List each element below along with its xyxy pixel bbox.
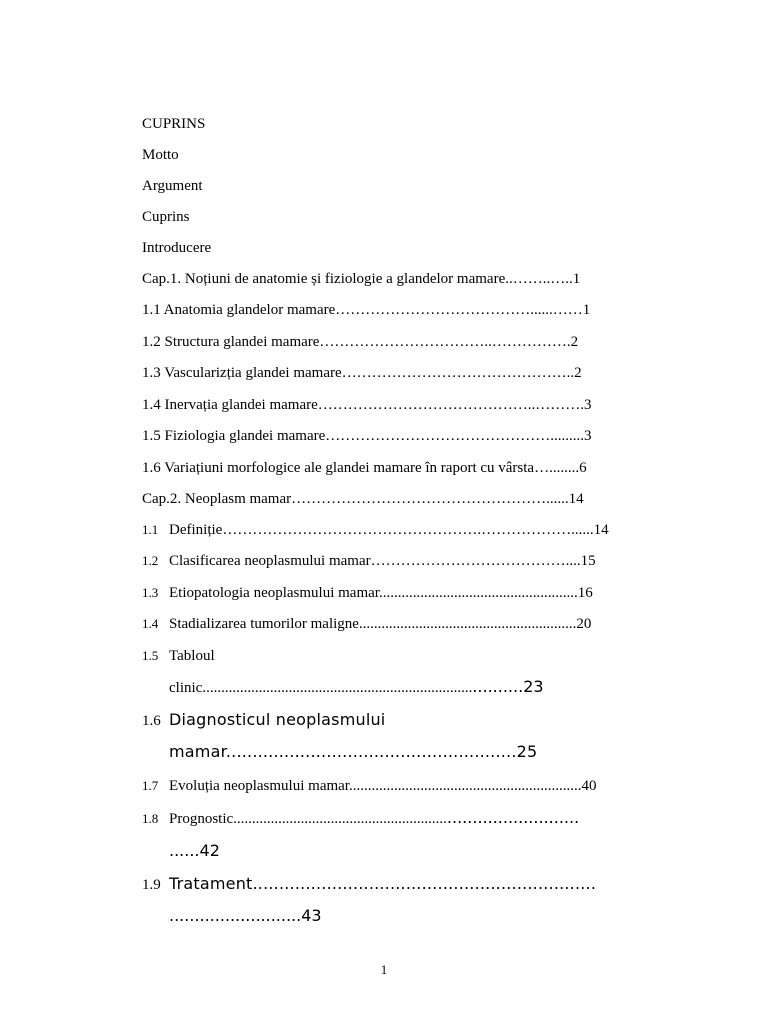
toc-item-2-1 [142, 521, 609, 539]
toc-item-2-5-continued [169, 678, 544, 697]
toc-cuprins: Cuprins [142, 209, 190, 225]
toc-item-text: Clasificarea neoplasmului mamar…………………………………....15 [169, 553, 596, 569]
toc-introducere: Introducere [142, 240, 212, 256]
toc-item-text: Evoluția neoplasmului mamar..............................................................40 [169, 778, 597, 794]
toc-item-2-7 [142, 777, 596, 795]
toc-item-2-3 [142, 584, 593, 602]
toc-item-text: clinic........................................................................ [169, 680, 473, 696]
toc-item-number: 1.9 [142, 877, 161, 893]
toc-item-number: 1.4 [142, 616, 159, 631]
toc-item-1-1: 1.1 Anatomia glandelor mamare…………………………………......……1 [142, 302, 591, 318]
toc-item-number: 1.5 [142, 648, 159, 663]
toc-heading: CUPRINS [142, 116, 206, 132]
toc-item-text: Definiție…………………………………………….………………......14 [169, 522, 609, 538]
toc-item-text: Tabloul [169, 648, 215, 664]
toc-item-number: 1.3 [142, 585, 159, 600]
toc-item-1-5: 1.5 Fiziologia glandei mamare……………………………………….........3 [142, 428, 592, 444]
toc-item-2-9 [142, 875, 596, 894]
toc-item-1-2: 1.2 Structura glandei mamare……………………………..…………….2 [142, 334, 579, 350]
toc-item-2-4 [142, 615, 591, 633]
toc-item-2-9-continued: ..........................43 [169, 906, 322, 925]
toc-item-number: 1.6 [142, 713, 161, 729]
toc-item-1-6: 1.6 Variațiuni morfologice ale glandei mamare în raport cu vârsta…........6 [142, 460, 587, 476]
toc-item-text: Prognostic......................................................... [169, 811, 447, 827]
toc-item-2-5 [142, 647, 215, 665]
toc-chapter-1: Cap.1. Noțiuni de anatomie și fiziologie a glandelor mamare..……..…..1 [142, 271, 581, 287]
toc-argument: Argument [142, 178, 203, 194]
toc-item-number: 1.7 [142, 778, 159, 793]
toc-item-number: 1.8 [142, 811, 159, 826]
toc-item-2-2 [142, 552, 596, 570]
toc-motto: Motto [142, 147, 179, 163]
toc-item-number: 1.2 [142, 553, 159, 568]
toc-item-text: Stadializarea tumorilor maligne..........................................................20 [169, 616, 592, 632]
toc-item-2-6-continued: mamar.......................................................25 [169, 742, 538, 761]
toc-item-dots: .......................... [446, 808, 580, 827]
toc-item-1-3: 1.3 Vascularizția glandei mamare………………………………………..2 [142, 365, 582, 381]
toc-chapter-2: Cap.2. Neoplasm mamar……………………………………………......14 [142, 491, 584, 507]
toc-item-2-8-continued: ......42 [169, 841, 220, 860]
toc-item-text: Diagnosticul neoplasmului [169, 710, 386, 729]
toc-item-page-ref: ..........23 [472, 677, 544, 696]
toc-item-1-4: 1.4 Inervația glandei mamare……………………………………..……….3 [142, 397, 592, 413]
page-number: 1 [380, 962, 388, 977]
toc-item-text: Etiopatologia neoplasmului mamar.....................................................16 [169, 585, 593, 601]
toc-item-number: 1.1 [142, 522, 159, 537]
toc-item-text: Tratament................................................................. [169, 874, 597, 893]
toc-item-2-6 [142, 711, 385, 730]
toc-item-2-8 [142, 809, 579, 828]
